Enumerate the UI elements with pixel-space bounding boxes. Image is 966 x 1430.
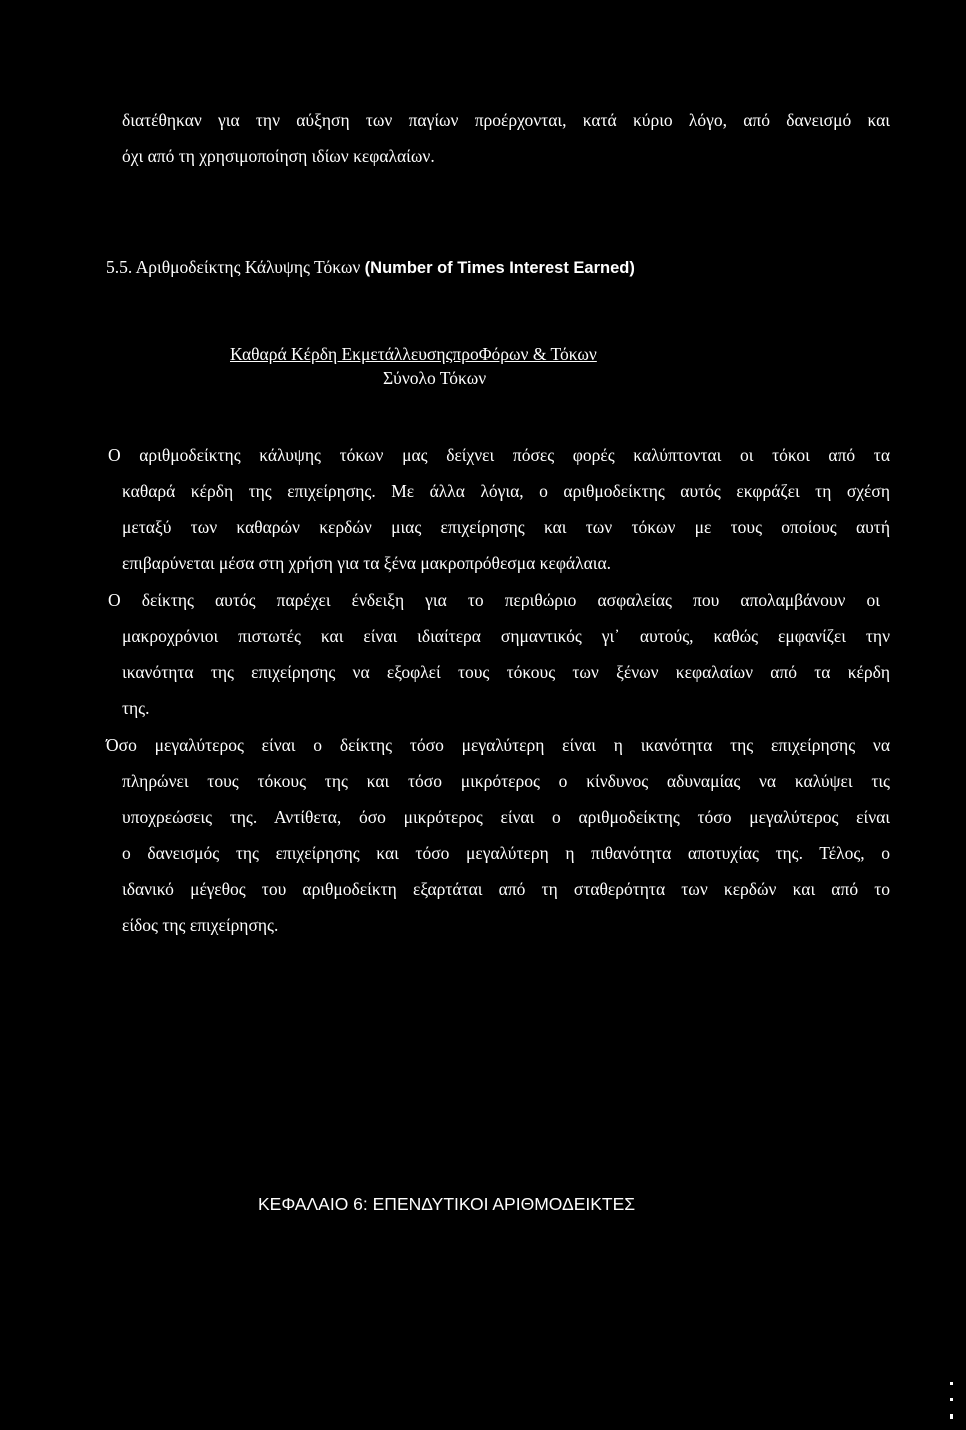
paragraph-line: είδος της επιχείρησης. [122,915,279,935]
paragraph-line: Όσο μεγαλύτερος είναι ο δείκτης τόσο μεγαλύτερη είναι η ικανότητα της επιχείρησης να [106,735,890,755]
scan-edge-mark [950,1414,953,1419]
paragraph-line: υποχρεώσεις της. Αντίθετα, όσο μικρότερος είναι ο αριθμοδείκτης τόσο μεγαλύτερος είναι [122,807,890,827]
scan-edge-mark [950,1382,953,1385]
scan-edge-mark [950,1398,953,1401]
intro-line: διατέθηκαν για την αύξηση των παγίων προέρχονται, κατά κύριο λόγο, από δανεισμό και [122,110,890,130]
section-number: 5.5. [106,257,133,277]
paragraph-line: Ο δείκτης αυτός παρέχει ένδειξη για το περιθώριο ασφαλείας που απολαμβάνουν οι [108,590,880,610]
paragraph-line: ικανότητα της επιχείρησης να εξοφλεί τους τόκους των ξένων κεφαλαίων από τα κέρδη [122,662,890,682]
formula-denominator: Σύνολο Τόκων [383,368,487,388]
paragraph-line: Ο αριθμοδείκτης κάλυψης τόκων μας δείχνει πόσες φορές καλύπτονται οι τόκοι από τα [108,445,890,465]
section-heading [106,256,635,279]
paragraph-line: μεταξύ των καθαρών κερδών μιας επιχείρησης και των τόκων με τους οποίους αυτή [122,517,890,537]
paragraph-line: ο δανεισμός της επιχείρησης και τόσο μεγαλύτερη η πιθανότητα αποτυχίας της. Τέλος, ο [122,843,890,863]
paragraph-line: επιβαρύνεται μέσα στη χρήση για τα ξένα μακροπρόθεσμα κεφάλαια. [122,553,611,573]
paragraph-line: μακροχρόνιοι πιστωτές και είναι ιδιαίτερα σημαντικός γι᾽ αυτούς, καθώς εμφανίζει την [122,626,890,646]
paragraph-line: καθαρά κέρδη της επιχείρησης. Με άλλα λόγια, ο αριθμοδείκτης αυτός εκφράζει τη σχέση [122,481,890,501]
paragraph-line: της. [122,698,150,718]
formula-numerator: Καθαρά Κέρδη ΕκμετάλλευσηςπροΦόρων & Τόκων [230,344,597,364]
paragraph-line: πληρώνει τους τόκους της και τόσο μικρότερος ο κίνδυνος αδυναμίας να καλύψει τις [122,771,890,791]
paragraph-line: ιδανικό μέγεθος του αριθμοδείκτη εξαρτάται από τη σταθερότητα των κερδών και από το [122,879,890,899]
section-title-greek: Αριθμοδείκτης Κάλυψης Τόκων [135,257,361,277]
intro-line: όχι από τη χρησιμοποίηση ιδίων κεφαλαίων. [122,146,435,166]
chapter-heading: ΚΕΦΑΛΑΙΟ 6: ΕΠΕΝΔΥΤΙΚΟΙ ΑΡΙΘΜΟΔΕΙΚΤΕΣ [258,1194,636,1214]
section-title-english: (Number of Times Interest Earned) [364,259,635,277]
